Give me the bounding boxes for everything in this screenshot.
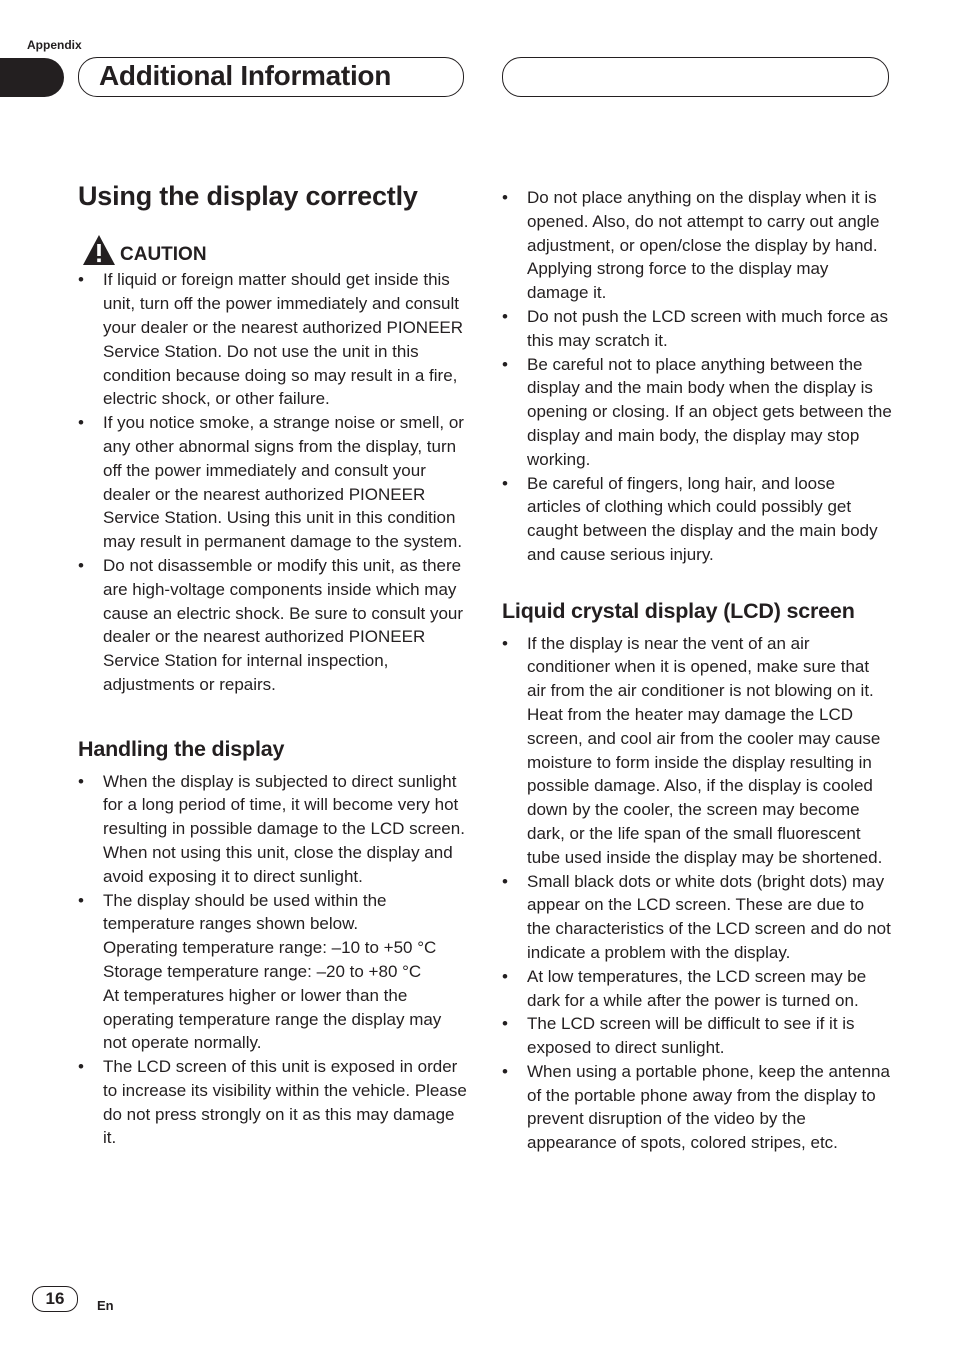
caution-list — [78, 268, 468, 696]
list-item: • When using a portable phone, keep the antenna of the portable phone away from the display to prevent disruption of the video by the appearance of spots, colored stripes, etc. — [502, 1060, 892, 1155]
caution-heading — [82, 226, 468, 266]
list-item: • Do not place anything on the display when it is opened. Also, do not attempt to carry out angle adjustment, or open/close the display by hand. Applying strong force to the display may damage it. — [502, 186, 892, 305]
list-item: • If the display is near the vent of an air conditioner when it is opened, make sure that air from the air conditioner is not blowing on it. Heat from the heater may damage the LCD screen, and cool air from the cooler may cause moisture to form inside the display resulting in possible damage. Also, if the display is cooled down by the cooler, the screen may become dark, or the life span of the small fluorescent tube used inside the display may be shortened. — [502, 632, 892, 870]
list-item: • Do not disassemble or modify this unit, as there are high-voltage components inside which may cause an electric shock. Be sure to consult your dealer or the nearest authorized PIONEER Service Station for internal inspection, adjustments or repairs. — [78, 554, 468, 697]
list-item: • The LCD screen will be difficult to see if it is exposed to direct sunlight. — [502, 1012, 892, 1060]
section-tab-marker — [0, 58, 64, 97]
list-item: • When the display is subjected to direct sunlight for a long period of time, it will become very hot resulting in possible damage to the LCD screen. When not using this unit, close the display and avoid exposing it to direct sunlight. — [78, 770, 468, 889]
caution-label: CAUTION — [120, 244, 207, 266]
header-empty-box — [502, 57, 889, 97]
list-item: • Do not push the LCD screen with much force as this may scratch it. — [502, 305, 892, 353]
left-column — [78, 180, 468, 1150]
handling-heading: Handling the display — [78, 736, 285, 761]
list-item: • Be careful of fingers, long hair, and loose articles of clothing which could possibly get caught between the display and the main body and cause serious injury. — [502, 472, 892, 567]
lcd-heading: Liquid crystal display (LCD) screen — [502, 598, 855, 623]
warning-icon — [82, 234, 116, 266]
list-item: • The LCD screen of this unit is exposed in order to increase its visibility within the vehicle. Please do not press strongly on it as this may damage it. — [78, 1055, 468, 1150]
handling-list-continued — [502, 186, 892, 567]
header-title-box — [78, 57, 464, 97]
list-item: • If liquid or foreign matter should get inside this unit, turn off the power immediately and consult your dealer or the nearest authorized PIONEER Service Station. Do not use the unit in this condition because doing so may result in a fire, electric shock, or other failure. — [78, 268, 468, 411]
list-item — [78, 889, 468, 1056]
page-number: 16 — [32, 1286, 78, 1312]
list-item: • Be careful not to place anything between the display and the main body when the display is opening or closing. If an object gets between the display and main body, the display may stop working. — [502, 353, 892, 472]
temperature-note: At temperatures higher or lower than the operating temperature range the display may not operate normally. — [103, 985, 442, 1053]
storage-temperature: Storage temperature range: –20 to +80 °C — [103, 961, 422, 981]
lcd-list — [502, 632, 892, 1156]
section-label: Appendix — [27, 38, 82, 52]
page-title: Using the display correctly — [78, 181, 418, 211]
language-label: En — [97, 1298, 114, 1313]
handling-list — [78, 770, 468, 1151]
list-item: • If you notice smoke, a strange noise or smell, or any other abnormal signs from the display, turn off the power immediately and consult your dealer or the nearest authorized PIONEER Service Station. Using this unit in this condition may result in permanent damage to the system. — [78, 411, 468, 554]
header-title: Additional Information — [99, 60, 392, 91]
list-item: • Small black dots or white dots (bright dots) may appear on the LCD screen. These are due to the characteristics of the LCD screen and do not indicate a problem with the display. — [502, 870, 892, 965]
right-column — [502, 186, 892, 1155]
temperature-intro: • The display should be used within the temperature ranges shown below. — [103, 890, 387, 934]
list-item: • At low temperatures, the LCD screen may be dark for a while after the power is turned on. — [502, 965, 892, 1013]
operating-temperature: Operating temperature range: –10 to +50 °C — [103, 938, 437, 958]
